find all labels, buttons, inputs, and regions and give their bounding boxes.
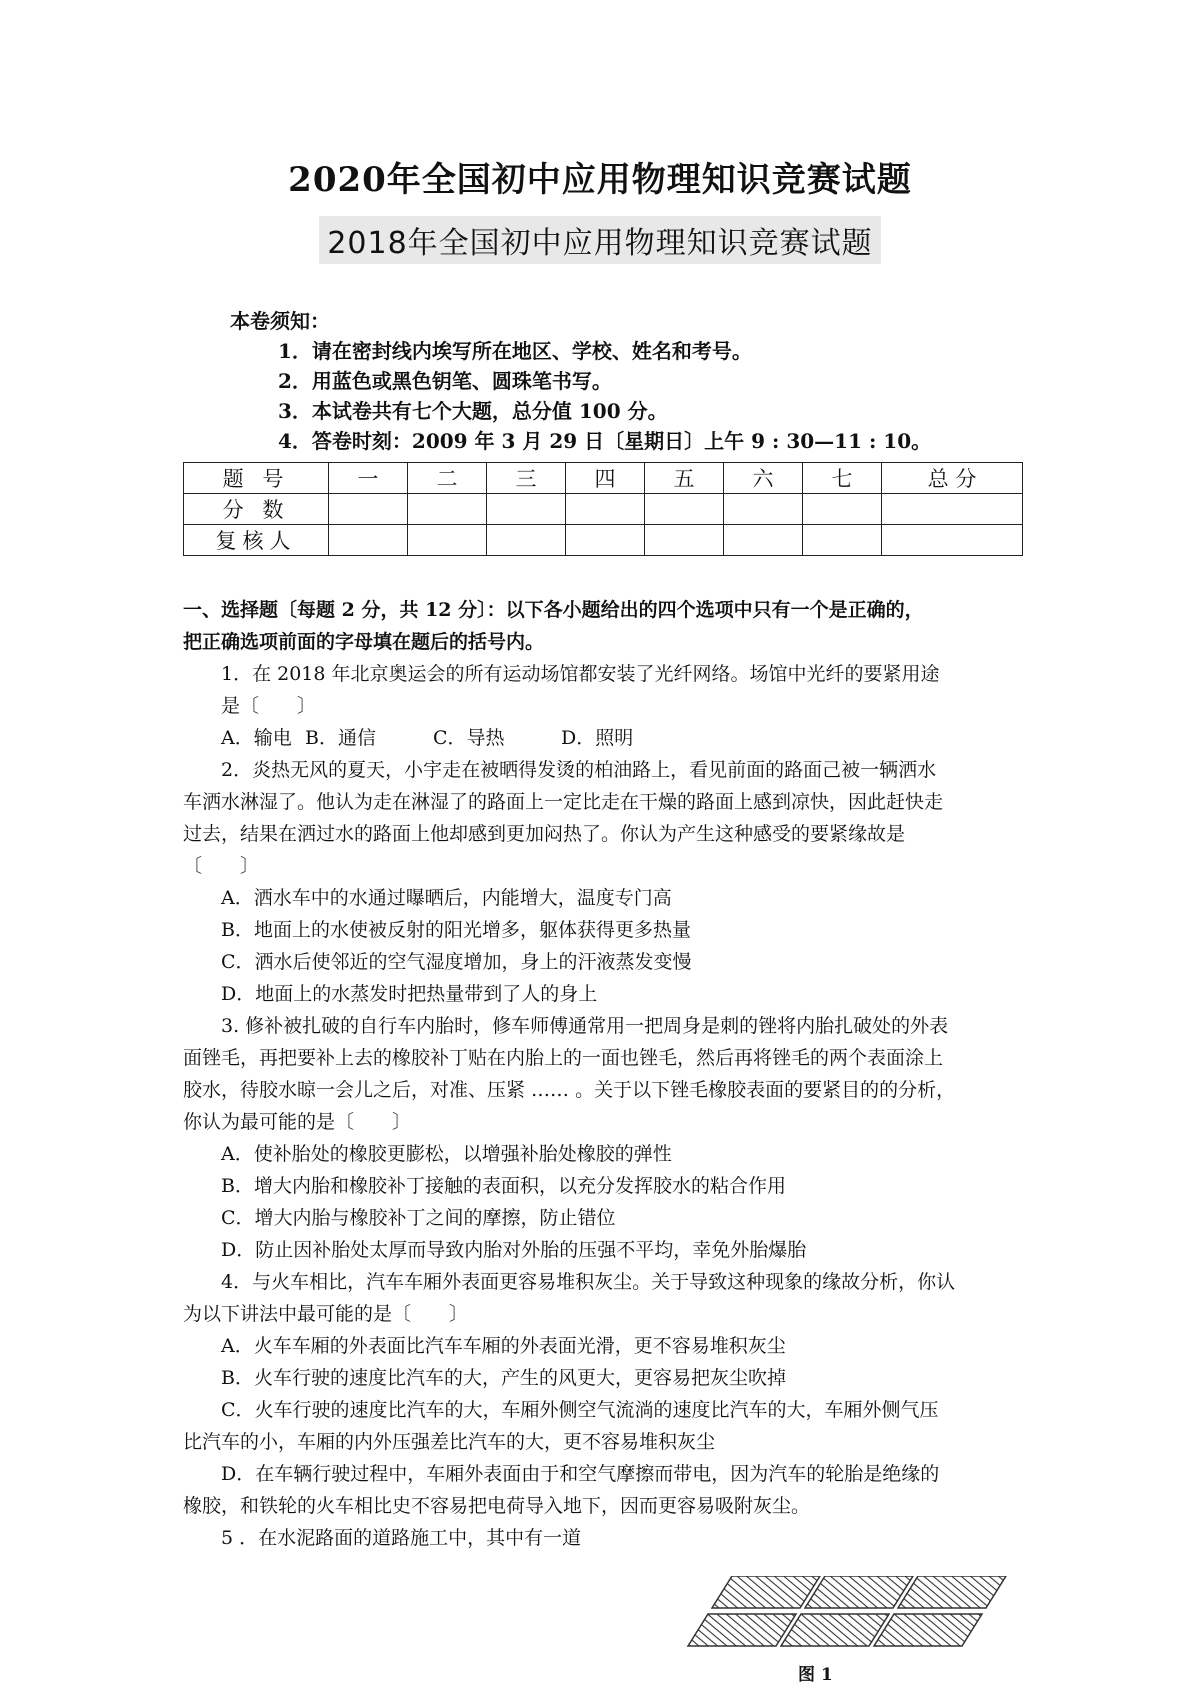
score-cell[interactable] bbox=[645, 525, 724, 556]
score-cell[interactable] bbox=[803, 525, 882, 556]
header-cell: 六 bbox=[724, 463, 803, 494]
question-text: 为以下讲法中最可能的是〔 〕 bbox=[183, 1303, 469, 1325]
header-cell: 四 bbox=[566, 463, 645, 494]
road-slab bbox=[688, 1614, 796, 1646]
option: A．火车车厢的外表面比汽车车厢的外表面光滑，更不容易堆积灰尘 bbox=[221, 1335, 786, 1357]
score-cell[interactable] bbox=[645, 494, 724, 525]
question-text: 你认为最可能的是〔 〕 bbox=[183, 1111, 412, 1133]
question-text: 车洒水淋湿了。他认为走在淋湿了的路面上一定比走在干燥的路面上感到凉快，因此赶快走 bbox=[183, 791, 944, 813]
header-cell: 五 bbox=[645, 463, 724, 494]
option: C．火车行驶的速度比汽车的大，车厢外侧空气流淌的速度比汽车的大，车厢外侧气压 bbox=[221, 1399, 939, 1421]
option-continuation: 橡胶，和铁轮的火车相比史不容易把电荷导入地下，因而更容易吸附灰尘。 bbox=[183, 1495, 811, 1517]
question-text: 5 ．在水泥路面的道路施工中，其中有一道 bbox=[221, 1527, 582, 1549]
option: D．在车辆行驶过程中，车厢外表面由于和空气摩擦而带电，因为汽车的轮胎是绝缘的 bbox=[221, 1463, 940, 1485]
score-cell[interactable] bbox=[566, 525, 645, 556]
question-body bbox=[183, 594, 1025, 1554]
section-title: 一、选择题〔每题 2 分，共 12 分〕：以下各小题给出的四个选项中只有一个是正确的， bbox=[183, 599, 924, 621]
page-title: 2020年全国初中应用物理知识竞赛试题 bbox=[288, 160, 912, 200]
question-text: 过去，结果在洒过水的路面上他却感到更加闷热了。你认为产生这种感受的要紧缘故是 bbox=[183, 823, 906, 845]
option-continuation: 比汽车的小，车厢的内外压强差比汽车的大，更不容易堆积灰尘 bbox=[183, 1431, 716, 1453]
header-cell: 三 bbox=[487, 463, 566, 494]
road-slab bbox=[874, 1614, 982, 1646]
score-cell[interactable] bbox=[724, 525, 803, 556]
road-grooves-figure bbox=[680, 1576, 1010, 1686]
question-text: 2．炎热无风的夏天，小宇走在被晒得发烫的柏油路上，看见前面的路面己被一辆洒水 bbox=[221, 759, 937, 781]
road-slab bbox=[712, 1576, 820, 1608]
score-cell[interactable] bbox=[724, 494, 803, 525]
score-cell[interactable] bbox=[803, 494, 882, 525]
section-title: 把正确选项前面的字母填在题后的括号内。 bbox=[183, 631, 545, 653]
question-text: 1．在 2018 年北京奥运会的所有运动场馆都安装了光纤网络。场馆中光纤的要紧用途 bbox=[221, 663, 940, 685]
option: D．照明 bbox=[561, 727, 634, 749]
option: D．地面上的水蒸发时把热量带到了人的身上 bbox=[221, 983, 598, 1005]
score-cell[interactable] bbox=[408, 525, 487, 556]
option: D．防止因补胎处太厚而导致内胎对外胎的压强不平均，幸免外胎爆胎 bbox=[221, 1239, 807, 1261]
option-row bbox=[183, 722, 1025, 754]
header-cell: 题 号 bbox=[184, 463, 329, 494]
score-cell[interactable] bbox=[882, 525, 1023, 556]
header-cell: 七 bbox=[803, 463, 882, 494]
question-text: 3. 修补被扎破的自行车内胎时，修车师傅通常用一把周身是刺的锉将内胎扎破处的外表 bbox=[221, 1015, 949, 1037]
header-cell: 一 bbox=[329, 463, 408, 494]
score-table-row bbox=[184, 525, 1023, 556]
question-text: 是〔 〕 bbox=[221, 695, 317, 717]
notice-heading: 本卷须知： bbox=[230, 309, 330, 333]
header-cell: 总 分 bbox=[882, 463, 1023, 494]
figure-caption: 图 1 bbox=[798, 1665, 833, 1685]
score-cell[interactable] bbox=[329, 525, 408, 556]
question-text: 面锉毛，再把要补上去的橡胶补丁贴在内胎上的一面也锉毛，然后再将锉毛的两个表面涂上 bbox=[183, 1047, 944, 1069]
option: B．增大内胎和橡胶补丁接触的表面积，以充分发挥胶水的粘合作用 bbox=[221, 1175, 786, 1197]
row-label: 复核人 bbox=[184, 525, 329, 556]
page-subtitle: 2018年全国初中应用物理知识竞赛试题 bbox=[319, 216, 880, 264]
notice-item: 4．答卷时刻：2009 年 3 月 29 日〔星期日〕上午 9 : 30—11 : 10。 bbox=[278, 429, 932, 453]
row-label: 分 数 bbox=[184, 494, 329, 525]
score-cell[interactable] bbox=[487, 525, 566, 556]
score-table-header-row bbox=[184, 463, 1023, 494]
score-table bbox=[183, 462, 1023, 556]
score-cell[interactable] bbox=[329, 494, 408, 525]
notice-item: 3．本试卷共有七个大题，总分值 100 分。 bbox=[278, 399, 668, 423]
option: B．火车行驶的速度比汽车的大，产生的风更大，更容易把灰尘吹掉 bbox=[221, 1367, 786, 1389]
score-cell[interactable] bbox=[566, 494, 645, 525]
option: A．洒水车中的水通过曝晒后，内能增大，温度专门高 bbox=[221, 887, 672, 909]
notice-item: 2．用蓝色或黑色钥笔、圆珠笔书写。 bbox=[278, 369, 612, 393]
option: C．洒水后使邻近的空气湿度增加，身上的汗液蒸发变慢 bbox=[221, 951, 692, 973]
score-cell[interactable] bbox=[408, 494, 487, 525]
option: C．增大内胎与橡胶补丁之间的摩擦，防止错位 bbox=[221, 1207, 616, 1229]
road-slab bbox=[805, 1576, 913, 1608]
question-text: 4．与火车相比，汽车车厢外表面更容易堆积灰尘。关于导致这种现象的缘故分析，你认 bbox=[221, 1271, 956, 1293]
road-slab bbox=[781, 1614, 889, 1646]
option: A．输电 bbox=[221, 727, 292, 749]
subtitle-wrap bbox=[0, 216, 1200, 264]
header-cell: 二 bbox=[408, 463, 487, 494]
option: A．使补胎处的橡胶更膨松，以增强补胎处橡胶的弹性 bbox=[221, 1143, 672, 1165]
question-text: 胶水，待胶水晾一会儿之后，对准、压紧 …… 。关于以下锉毛橡胶表面的要紧目的的分析， bbox=[183, 1079, 956, 1101]
road-slab bbox=[898, 1576, 1006, 1608]
option: B．通信 bbox=[305, 727, 376, 749]
score-cell[interactable] bbox=[882, 494, 1023, 525]
score-table-row bbox=[184, 494, 1023, 525]
score-cell[interactable] bbox=[487, 494, 566, 525]
notice-item: 1．请在密封线内埃写所在地区、学校、姓名和考号。 bbox=[278, 339, 752, 363]
exam-notice bbox=[230, 306, 931, 456]
question-text: 〔 〕 bbox=[183, 855, 260, 877]
option: B．地面上的水使被反射的阳光增多，躯体获得更多热量 bbox=[221, 919, 691, 941]
option: C．导热 bbox=[433, 727, 505, 749]
